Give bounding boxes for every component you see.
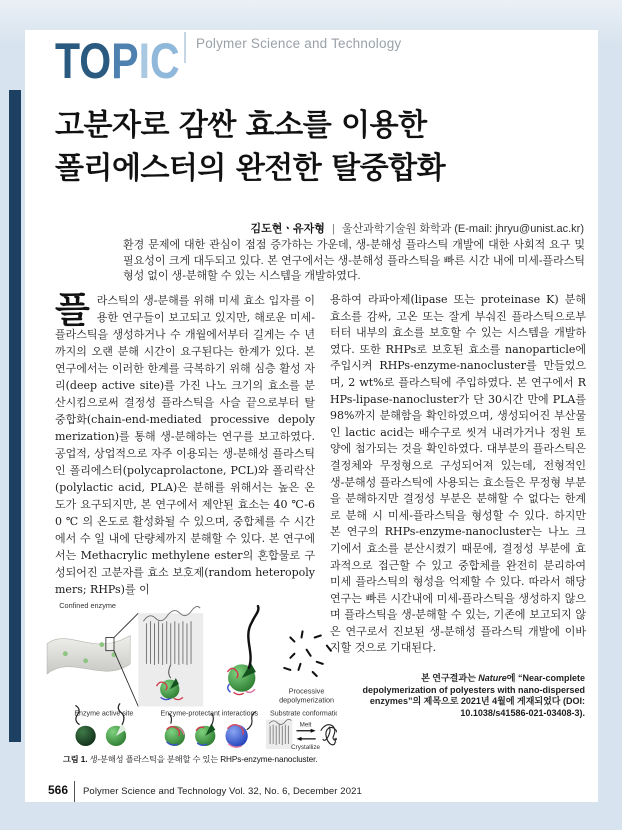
plastic-film-graphic: [47, 613, 138, 706]
article-title: [55, 104, 445, 190]
label-enzyme-active-site: Enzyme active site: [74, 709, 134, 718]
enzyme-nanocluster-graphic: [228, 606, 259, 694]
article-title-line1: 고분자로 감싼 효소를 이용한: [55, 108, 427, 143]
abstract-paragraph: 환경 문제에 대한 관심이 점점 증가하는 가운데, 생-분해성 플라스틱 개발에 대한 사회적 요구 및 필요성이 크게 대두되고 있다. 본 연구에서는 생-분해성 플라스틱을 빠른 시간 내에 미세-플라스틱 형성 없이 생-분해할 수 있는 시스템을 개발하였다.: [123, 239, 585, 283]
publication-note-rest: 에 “Near-complete depolymerization of polyesters with nano-dispersed enzymes”의 제목으로 2021년 4월에 게재되었다 (DOI: 10.1038/s41586-021-03408-3).: [362, 673, 585, 718]
topic-logo-letter: P: [111, 33, 139, 89]
footer-journal-line: Polymer Science and Technology Vol. 32, No. 6, December 2021: [83, 786, 362, 797]
label-enzyme-protectant: Enzyme-protectant interactions: [160, 709, 259, 718]
substrate-conformation-graphic: [266, 719, 337, 751]
label-melt: Melt: [299, 721, 312, 729]
left-edge-accent-bar: [9, 90, 21, 742]
label-processive-line1: Processive: [288, 686, 325, 696]
publication-note-journal: Nature: [478, 673, 507, 683]
publication-note-prefix: 본 연구결과는: [421, 673, 479, 683]
journal-name-header: Polymer Science and Technology: [196, 36, 402, 51]
body-column-right: 용하여 라파아제(lipase 또는 proteinase K) 분해 효소를 감싸, 고온 또는 잘게 부숴진 플라스틱으로부터터 내부의 효소를 보호할 수 있는 시스템을 개발하였다. 또한 RHPs로 보호된 효소를 nanoparticle에 주입시켜 RHPs-enzyme-nanocluster를 만들었으며, 2 wt%로 플라스틱에 주입하였다. 본 연구에서 RHPs-lipase-nanocluster가 단 30시간 만에 PLA를 98%까지 분해함을 확인하였으며, 생성되어진 부산물인 lactic acid는 배수구로 씻겨 내려가거나 정원 토양에 첨가되는 것을 확인하였다. 대부분의 플라스틱은 결정체와 무정형으로 구성되어져 있는데, 전형적인 생-분해성 플라스틱에 사용되는 효소들은 무정형 부분을 분해하지만 결정성 부분은 분해할 수 없다는 한계로 분해 시 미세-플라스틱을 형성할 수 있다. 하지만 본 연구의 RHPs-enzyme-nanocluster는 나노 크기에서 효소를 분산시켰기 때문에, 결정성 부분에 효과적으로 접근할 수 있고 중합체를 완전히 분리하여 미세 플라스틱의 형성을 억제할 수 있다. 따라서 해당 연구는 빠른 시간내에 미세-플라스틱을 생성하지 않으며 플라스틱을 생-분해할 수 있는, 기존에 보고되지 않은 연구로서 진보된 생-분해성 플라스틱 개발에 이바지할 것으로 기대된다.: [330, 293, 586, 655]
figure-caption: [63, 754, 363, 765]
byline: [251, 220, 585, 236]
figure-1: [41, 596, 337, 752]
figure-caption-text: 생-분해성 플라스틱을 분해할 수 있는 RHPs-enzyme-nanocluster.: [87, 755, 318, 764]
byline-divider: |: [331, 223, 335, 235]
label-processive-line2: depolymerization: [279, 695, 335, 705]
label-confined-enzyme: Confined enzyme: [59, 601, 116, 611]
label-crystallize: Crystallize: [291, 744, 321, 752]
authors: 김도현ㆍ유자형: [250, 223, 325, 235]
affiliation: 울산과학기술원 화학과 (E-mail: jhryu@unist.ac.kr): [341, 223, 584, 235]
label-substrate-conformation: Substrate conformation: [269, 709, 337, 718]
publication-note: [345, 673, 585, 719]
topic-logo-letter: C: [149, 33, 180, 89]
magazine-page: [25, 30, 598, 802]
article-title-line2: 폴리에스터의 완전한 탈중합화: [55, 151, 446, 186]
topic-logo-letter: T: [55, 33, 80, 89]
drop-cap: 플: [55, 292, 90, 331]
figure-1-graphic: [41, 596, 337, 752]
footer-divider: [74, 781, 75, 802]
body-text-left: 라스틱의 생-분해를 위해 미세 효소 입자를 이용한 연구들이 보고되고 있지만, 해로운 미세-플라스틱을 생성하거나 수 개월에서부터 길게는 수 년까지의 오랜 분해 시간이 요구된다는 한계가 있다. 본 연구에서는 이러한 한계를 극복하기 위해 심층 활성 자리(deep active site)를 가진 나노 크기의 효소를 분산시킴으로써 결정성 플라스틱을 사슬 끝으로부터 탈중합화(chain-end-mediated processive depolymerization)를 통해 생-분해하는 연구를 보고하였다. 공업적, 상업적으로 자주 이용되는 생-분해성 플라스틱인 폴리에스터(polycaprolactone, PCL)와 폴리락산(polylactic acid, PLA)은 분해를 위해서는 높은 온도가 요구되지만, 본 연구에서 제안된 효소는 40 ℃-60 ℃ 의 온도로 활성화될 수 있으며, 중합체를 수 시간에서 수 일 내에 단량체까지 분해할 수 있다. 본 연구에서는 Methacrylic methylene ester의 혼합물로 구성되어진 고분자를 효소 보호제(random heteropolymers; RHPs)를 이: [55, 294, 315, 596]
topic-logo-letter: O: [79, 33, 112, 89]
page-number: 566: [48, 783, 69, 797]
crystal-lamella-panel: [138, 606, 203, 706]
body-column-left: [55, 292, 315, 600]
monomer-fragments: [284, 631, 331, 676]
topic-logo: [55, 34, 180, 88]
topic-logo-letter: I: [138, 33, 150, 89]
figure-caption-label: 그림 1.: [63, 755, 88, 764]
header-divider: [184, 32, 186, 63]
